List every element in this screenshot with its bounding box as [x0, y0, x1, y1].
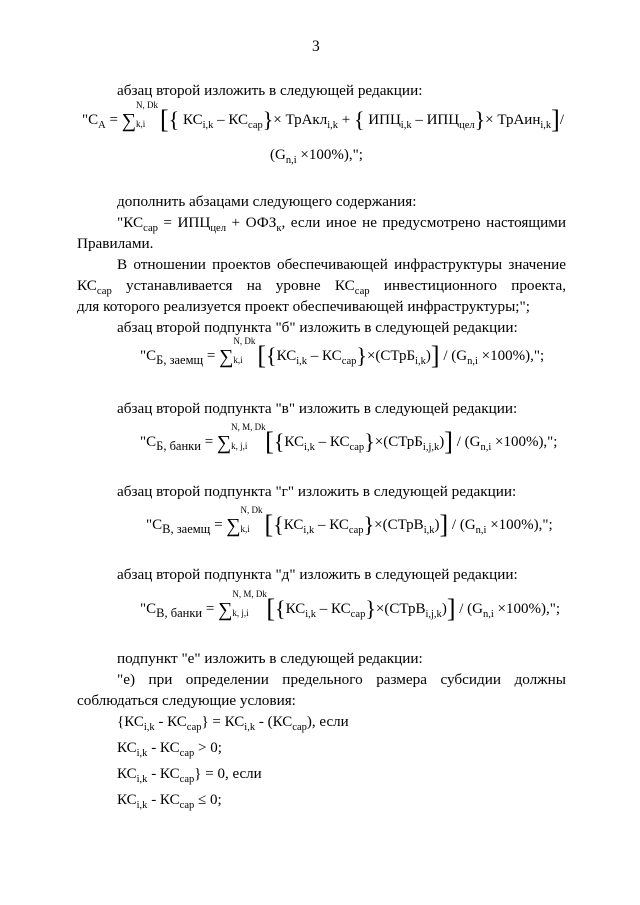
formula-v: "$C_{Б, банки}$ = ∑ N, M, Dk k, j,i [{$КС_{i,k}$ – $КС_{сар}\}\times(СТрБ_{i,j,k})] / (G_{n,i} \times 100\%)$,"; — [140, 422, 558, 456]
paragraph-line: подпункт "е" изложить в следующей редакции: — [117, 650, 423, 667]
paragraph-line: абзац второй подпункта "д" изложить в следующей редакции: — [117, 566, 518, 583]
paragraph-line: абзац второй подпункта "г" изложить в следующей редакции: — [117, 483, 517, 500]
formula-a: "$C_A$ = ∑ N, Dk k,i [{ $КС_{i,k} - КС_{сар}\}\times$ ТрАкл$_{i,k}$ + { $ИПЦ_{i,k} - ИПЦ_{цел}\}\times$ ТрАин$_{i,k}$]/ — [82, 100, 565, 134]
condition-line: $КС_{i,k} - КС_{сар}\} = 0$, если — [117, 766, 262, 785]
condition-line: $\{КС_{i,k} - КС_{сар}\} = КС_{i,k} - (КС_{сар})$, если — [117, 714, 349, 733]
condition-line: $КС_{i,k} - КС_{сар} \le 0$; — [117, 792, 222, 811]
paragraph-line: для которого реализуется проект обеспечивающей инфраструктуры;"; — [77, 298, 530, 315]
paragraph-line: абзац второй изложить в следующей редакции: — [117, 82, 423, 99]
paragraph-line: абзац второй подпункта "б" изложить в следующей редакции: — [117, 319, 518, 336]
paragraph-line: "е) при определении предельного размера субсидии должны — [117, 671, 566, 688]
condition-line: $КС_{i,k} - КС_{сар} > 0$; — [117, 740, 222, 759]
formula-a-line2: $(G_{n,i} \times 100\%)$,"; — [270, 147, 363, 166]
paragraph-line: дополнить абзацами следующего содержания: — [117, 193, 417, 210]
formula-g: "$C_{В, заемщ}$ = ∑ N, Dk k,i [{$КС_{i,k}$ – $КС_{сар}\}\times(СТрВ_{i,k})] / (G_{n,i} \times 100\%)$,"; — [146, 505, 553, 539]
paragraph-line: абзац второй подпункта "в" изложить в следующей редакции: — [117, 400, 518, 417]
formula-d: "$C_{В, банки}$ = ∑ N, M, Dk k, j,i [{$КС_{i,k}$ – $КС_{сар}\}\times(СТрВ_{i,j,k})] / (G_{n,i} \times 100\%)$,"; — [140, 589, 561, 623]
page-number: 3 — [312, 38, 320, 55]
paragraph-line: "$КС_{сар} = ИПЦ_{цел} + ОФЗ_к$, если иное не предусмотрено настоящими — [117, 214, 566, 234]
paragraph-line: $КС_{сар}$ устанавливается на уровне $КС_{сар}$ инвестиционного проекта, — [77, 277, 566, 297]
paragraph-line: В отношении проектов обеспечивающей инфраструктуры значение — [117, 256, 566, 273]
formula-b: "$C_{Б, заемщ}$ = ∑ N, Dk k,i [{$КС_{i,k}$ – $КС_{сар}\}\times(СТрБ_{i,k})] / (G_{n,i} \times 100\%)$,"; — [140, 336, 545, 370]
paragraph-line: соблюдаться следующие условия: — [77, 692, 296, 709]
paragraph-line: Правилами. — [77, 235, 154, 252]
